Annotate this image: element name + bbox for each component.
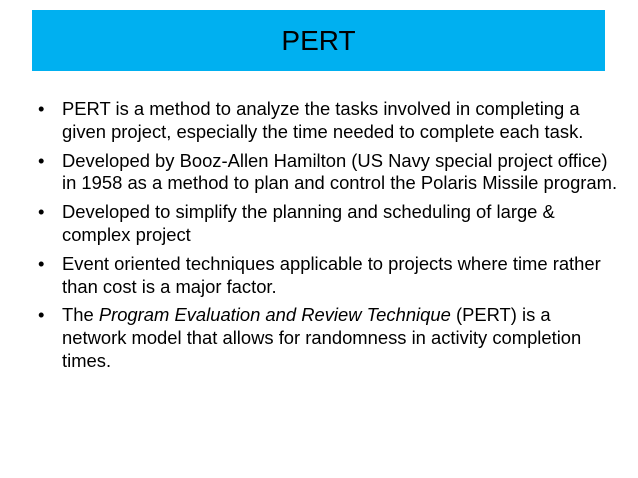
bullet-item-3	[38, 201, 618, 247]
bullet-text-prefix: The	[62, 304, 99, 326]
bullet-item-2	[38, 150, 618, 196]
bullet-list	[38, 98, 618, 379]
bullet-text: Developed to simplify the planning and scheduling of large & complex project	[62, 201, 555, 245]
bullet-text: PERT is a method to analyze the tasks involved in completing a given project, especially the time needed to complete each task.	[62, 98, 584, 142]
bullet-icon: •	[38, 98, 45, 119]
bullet-text-suffix: (PERT) is a network model that allows for randomness in activity completion times.	[62, 304, 582, 371]
bullet-text-italic: Program Evaluation and Review Technique	[98, 304, 451, 326]
bullet-text: Event oriented techniques applicable to projects where time rather than cost is a major factor.	[62, 252, 601, 297]
slide-title: PERT	[281, 24, 356, 56]
bullet-item-5	[38, 304, 618, 372]
title-bar	[32, 10, 605, 71]
bullet-item-1	[38, 98, 618, 144]
bullet-item-4	[38, 253, 618, 299]
bullet-icon: •	[38, 149, 45, 171]
bullet-icon: •	[38, 201, 45, 223]
bullet-icon: •	[38, 304, 45, 326]
bullet-icon: •	[38, 252, 45, 274]
bullet-text: Developed by Booz-Allen Hamilton (US Navy special project office) in 1958 as a method to plan and control the Polaris Missile program.	[62, 149, 618, 194]
